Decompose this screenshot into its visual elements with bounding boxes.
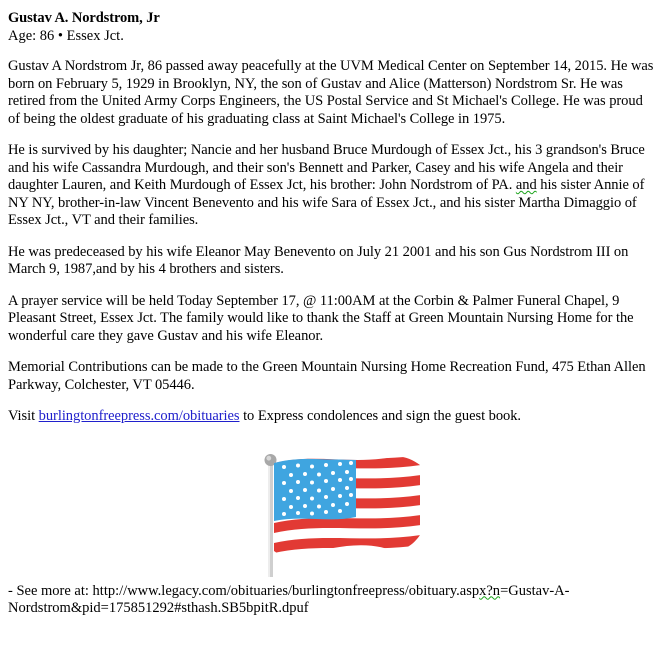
- paragraph-service-details: A prayer service will be held Today September 17, @ 11:00AM at the Corbin & Palmer Funeral Chapel, 9 Pleasant Street, Essex Jct. The family would like to thank the Staff at Green Mountain Nursing Home for the wonderful care they gave Gustav and his wife Eleanor.: [8, 292, 634, 344]
- paragraph-summary: Gustav A Nordstrom Jr, 86 passed away peacefully at the UVM Medical Center on September 14, 2015. He was born on February 5, 1929 in Brooklyn, NY, the son of Gustav and Alice (Matterson) Nordstrom Sr. He was retired from the United Army Corps Engineers, the US Postal Service and St Michael's College. He was proud of being the oldest graduate of his graduating class at Saint Michael's College in 1975.: [8, 58, 654, 127]
- spacer: [8, 345, 658, 359]
- visit-suffix-text: to Express condolences and sign the guest book.: [239, 408, 522, 424]
- grammar-flagged-word: and: [515, 177, 537, 193]
- visit-prefix-text: Visit: [8, 408, 39, 424]
- age-location-line: Age: 86 • Essex Jct.: [8, 28, 124, 44]
- page-title: Gustav A. Nordstrom, Jr: [8, 10, 160, 26]
- spacer: [8, 394, 658, 408]
- paragraph-predeceased: He was predeceased by his wife Eleanor May Benevento on July 21 2001 and his son Gus Nordstrom III on March 9, 1987,and by his 4 brothers and sisters.: [8, 243, 629, 277]
- obituaries-link[interactable]: burlingtonfreepress.com/obituaries: [38, 408, 240, 424]
- flag-image-container: [8, 443, 658, 583]
- paragraph-visit-guestbook: [8, 408, 658, 426]
- footer-url-suffix: =Gustav-A-Nordstrom&pid=175851292#sthash.SB5bpitR.dpuf: [8, 582, 570, 616]
- spacer: [8, 230, 658, 244]
- survivors-text-part-2: his sister Annie of NY NY, brother-in-law Vincent Benevento and his wife Sara of Essex Jct., and his sister Martha Dimaggio of Essex Jct., VT and their families.: [8, 177, 645, 228]
- spacer: [8, 279, 658, 293]
- spacer: [8, 46, 658, 58]
- survivors-text-part-1: He is survived by his daughter; Nancie and her husband Bruce Murdough of Essex Jct., his 3 grandson's Bruce and his wife Cassandra Murdough, and their son's Bennett and Parker, Casey and his wife Angela and their daughter Lauren, and Keith Murdough of Essex Jct, his brother: John Nordstrom of PA.: [8, 142, 645, 193]
- source-attribution-line: [8, 583, 658, 618]
- paragraph-survivors: [8, 142, 658, 230]
- paragraph-memorial-contributions: Memorial Contributions can be made to the Green Mountain Nursing Home Recreation Fund, 475 Ethan Allen Parkway, Colchester, VT 05446.: [8, 359, 646, 393]
- american-flag-icon: [252, 443, 427, 578]
- spacer: [8, 128, 658, 142]
- spellcheck-flagged-fragment: x?n: [479, 582, 501, 599]
- footer-url-prefix: - See more at: http://www.legacy.com/obituaries/burlingtonfreepress/obituary.asp: [8, 582, 480, 599]
